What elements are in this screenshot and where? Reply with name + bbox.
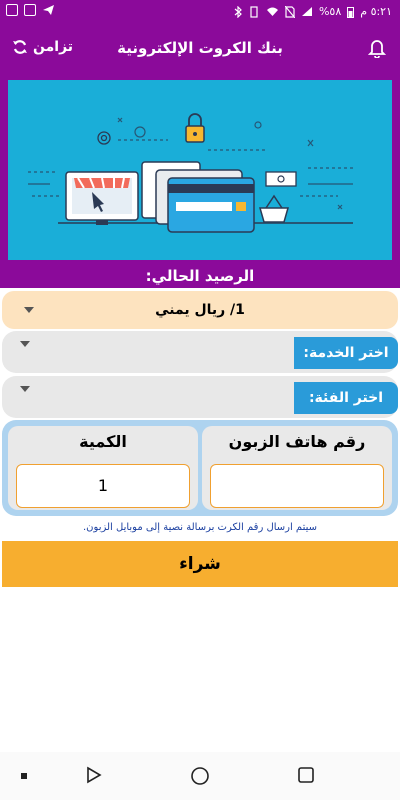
menu-dot-icon[interactable] bbox=[20, 772, 28, 780]
clock: ٥:٢١ م bbox=[360, 5, 392, 18]
gallery-icon bbox=[6, 4, 18, 16]
quantity-column bbox=[8, 426, 198, 510]
gear-icon bbox=[98, 132, 110, 144]
system-nav-bar bbox=[0, 752, 400, 800]
chevron-down-icon bbox=[20, 341, 30, 347]
customer-panel bbox=[2, 420, 398, 516]
signal-icon bbox=[301, 6, 313, 17]
shopping-basket-icon bbox=[260, 196, 288, 222]
app-bar bbox=[0, 24, 400, 76]
currency-dropdown[interactable] bbox=[2, 291, 398, 329]
no-sim-icon bbox=[285, 6, 295, 18]
quantity-header: الكمية bbox=[79, 432, 127, 451]
chevron-down-icon bbox=[20, 386, 30, 392]
category-select[interactable] bbox=[2, 376, 398, 418]
phone-input[interactable] bbox=[210, 464, 384, 508]
recents-icon[interactable] bbox=[297, 766, 315, 784]
currency-value: 1/ ريال يمني bbox=[155, 302, 245, 318]
battery-icon bbox=[347, 6, 354, 18]
lock-icon bbox=[186, 114, 204, 142]
buy-button[interactable]: شراء bbox=[2, 541, 398, 587]
sync-label: تزامن bbox=[33, 39, 74, 55]
payment-illustration bbox=[8, 80, 392, 260]
credit-card-icon bbox=[156, 170, 254, 232]
wifi-icon bbox=[266, 6, 279, 17]
quantity-input[interactable]: 1 bbox=[16, 464, 190, 508]
status-bar bbox=[0, 0, 400, 24]
chevron-down-icon bbox=[24, 307, 34, 313]
back-icon[interactable] bbox=[85, 766, 103, 784]
vibrate-icon bbox=[248, 6, 260, 18]
battery-percent: %٥٨ bbox=[318, 5, 342, 18]
cash-icon bbox=[266, 172, 296, 186]
category-label: اختر الفئة: bbox=[294, 382, 398, 414]
storefront-monitor-icon bbox=[66, 172, 138, 225]
service-select[interactable] bbox=[2, 331, 398, 373]
bluetooth-icon bbox=[234, 6, 242, 18]
status-left-icons bbox=[6, 4, 55, 16]
telegram-icon bbox=[42, 4, 55, 16]
banner-illustration bbox=[8, 80, 392, 260]
balance-label: الرصيد الحالي: bbox=[0, 264, 400, 288]
phone-column bbox=[202, 426, 392, 510]
home-icon[interactable] bbox=[190, 766, 210, 786]
bell-icon[interactable] bbox=[368, 38, 386, 58]
service-label: اختر الخدمة: bbox=[294, 337, 398, 369]
page-title: بنك الكروت الإلكترونية bbox=[117, 39, 283, 57]
voicemail-icon bbox=[24, 4, 36, 16]
banner-frame bbox=[0, 76, 400, 264]
status-right-icons bbox=[234, 5, 392, 18]
sms-note: سيتم ارسال رقم الكرت برسالة نصية إلى موبايل الزبون. bbox=[83, 522, 317, 533]
phone-header: رقم هاتف الزبون bbox=[228, 432, 366, 451]
